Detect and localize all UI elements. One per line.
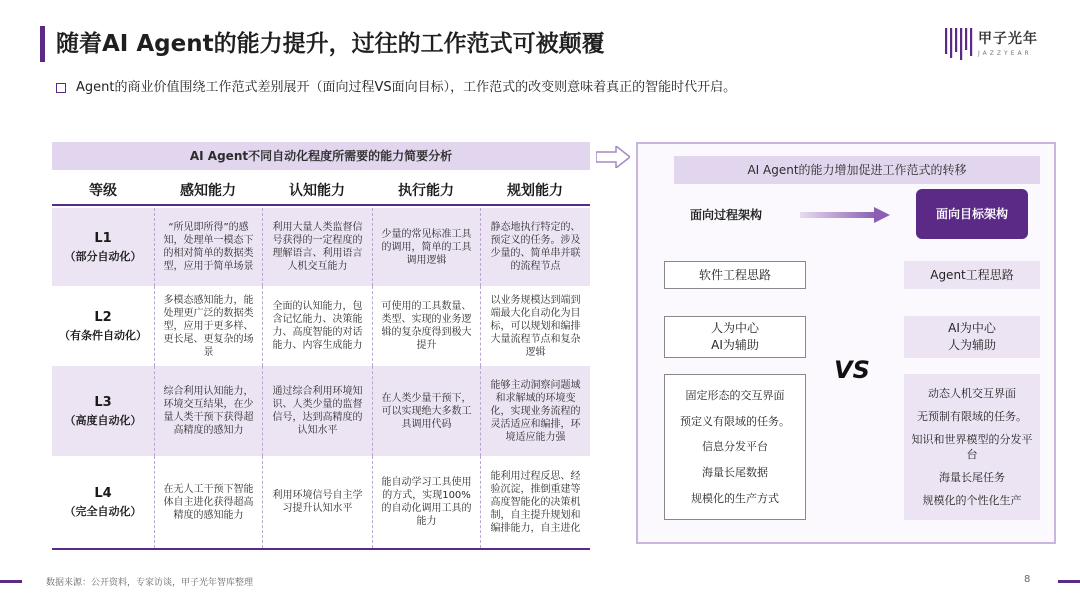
goal-features-box bbox=[904, 374, 1040, 520]
level-cell bbox=[52, 456, 154, 548]
cognition-cell: 利用环境信号自主学习提升认知水平 bbox=[262, 456, 372, 548]
footer-accent-left bbox=[0, 580, 22, 583]
human-centric-line-2: AI为辅助 bbox=[711, 338, 759, 352]
table-row-l3 bbox=[52, 366, 590, 456]
software-engineering-box bbox=[664, 261, 806, 289]
logo-subtext: JAZZYEAR bbox=[978, 50, 1032, 57]
goal-feature-item: 无预制有限域的任务。 bbox=[917, 410, 1027, 423]
level-cell bbox=[52, 208, 154, 286]
arrow-right-icon bbox=[596, 146, 630, 168]
level-name: （部分自动化） bbox=[64, 249, 142, 263]
table-title: AI Agent不同自动化程度所需要的能力简要分析 bbox=[52, 142, 590, 170]
planning-cell: 能利用过程反思、经验沉淀，推倒重建等高度智能化的决策机制，自主提升规划和编排能力，自主进化 bbox=[480, 456, 590, 548]
ai-centric-line-2: 人为辅助 bbox=[947, 338, 996, 352]
level-code: L4 bbox=[94, 485, 112, 501]
bullet-square-icon bbox=[56, 83, 66, 93]
column-header-perception: 感知能力 bbox=[180, 183, 236, 199]
execution-cell: 能自动学习工具使用的方式，实现100%的自动化调用工具的能力 bbox=[372, 456, 480, 548]
level-name: （完全自动化） bbox=[64, 504, 142, 518]
process-feature-item: 规模化的生产方式 bbox=[691, 491, 779, 505]
footer-accent-right bbox=[1058, 580, 1080, 583]
goal-feature-item: 知识和世界模型的分发平台 bbox=[911, 433, 1033, 461]
ai-centric-line-1: AI为中心 bbox=[948, 321, 996, 335]
level-name: （有条件自动化） bbox=[59, 328, 147, 342]
perception-cell: 综合利用认知能力，环境交互结果，在少量人类干预下获得超高精度的感知力 bbox=[154, 366, 262, 456]
level-code: L3 bbox=[94, 394, 112, 410]
cognition-cell: 全面的认知能力，包含记忆能力、决策能力、高度智能的对话能力、内容生成能力 bbox=[262, 286, 372, 366]
column-header-level: 等级 bbox=[89, 183, 117, 199]
planning-cell: 能够主动洞察问题域和求解域的环境变化，实现业务流程的灵活适应和编排，环境适应能力强 bbox=[480, 366, 590, 456]
page-title: 随着AI Agent的能力提升，过往的工作范式可被颠覆 bbox=[56, 31, 605, 57]
human-centric-line-1: 人为中心 bbox=[710, 321, 759, 335]
subtitle: Agent的商业价值围绕工作范式差别展开（面向过程VS面向目标），工作范式的改变则意味着真正的智能时代开启。 bbox=[76, 80, 737, 95]
level-code: L2 bbox=[94, 309, 112, 325]
logo-icon bbox=[944, 26, 974, 60]
process-architecture-label: 面向过程架构 bbox=[689, 208, 762, 222]
table-row-l2 bbox=[52, 286, 590, 366]
column-header-cognition: 认知能力 bbox=[289, 183, 345, 199]
execution-cell: 在人类少量干预下，可以实现绝大多数工具调用代码 bbox=[372, 366, 480, 456]
agent-engineering-label: Agent工程思路 bbox=[930, 267, 1014, 282]
page-number: 8 bbox=[1024, 574, 1031, 585]
perception-cell: 在无人工干预下智能体自主进化获得超高精度的感知能力 bbox=[154, 456, 262, 548]
software-engineering-label: 软件工程思路 bbox=[698, 267, 771, 282]
process-features-box bbox=[664, 374, 806, 520]
data-source-note: 数据来源：公开资料，专家访谈，甲子光年智库整理 bbox=[46, 578, 254, 588]
table-row-l4 bbox=[52, 456, 590, 548]
planning-cell: 静态地执行特定的、预定义的任务。涉及少量的、简单串并联的流程节点 bbox=[480, 208, 590, 286]
perception-cell: 多模态感知能力，能处理更广泛的数据类型，应用于更多样、更长尾、更复杂的场景 bbox=[154, 286, 262, 366]
logo bbox=[944, 24, 1054, 68]
panel-title: AI Agent的能力增加促进工作范式的转移 bbox=[674, 156, 1040, 184]
cognition-cell: 利用大量人类监督信号获得的一定程度的理解语言、利用语言人机交互能力 bbox=[262, 208, 372, 286]
level-code: L1 bbox=[94, 230, 112, 246]
column-header-execution: 执行能力 bbox=[398, 183, 454, 199]
execution-cell: 少量的常见标准工具的调用，简单的工具调用逻辑 bbox=[372, 208, 480, 286]
goal-feature-item: 动态人机交互界面 bbox=[928, 387, 1016, 400]
level-cell bbox=[52, 366, 154, 456]
gradient-arrow-icon bbox=[800, 205, 890, 225]
table-row-l1 bbox=[52, 208, 590, 286]
level-name: （高度自动化） bbox=[64, 413, 142, 427]
logo-text: 甲子光年 bbox=[978, 31, 1038, 47]
agent-engineering-box bbox=[904, 261, 1040, 289]
process-feature-item: 信息分发平台 bbox=[702, 440, 768, 454]
execution-cell: 可使用的工具数量、类型、实现的业务逻辑的复杂度得到极大提升 bbox=[372, 286, 480, 366]
human-centric-box bbox=[664, 316, 806, 358]
level-cell bbox=[52, 286, 154, 366]
column-header-planning: 规划能力 bbox=[507, 183, 563, 199]
perception-cell: “所见即所得”的感知，处理单一模态下的相对简单的数据类型，应用于简单场景 bbox=[154, 208, 262, 286]
vs-label: VS bbox=[834, 356, 870, 384]
table-bottom-rule bbox=[52, 548, 590, 550]
process-feature-item: 海量长尾数据 bbox=[702, 466, 768, 480]
ai-centric-box bbox=[904, 316, 1040, 358]
cognition-cell: 通过综合利用环境知识、人类少量的监督信号，达到高精度的认知水平 bbox=[262, 366, 372, 456]
planning-cell: 以业务规模达到端到端最大化自动化为目标，可以规划和编排大量流程节点和复杂逻辑 bbox=[480, 286, 590, 366]
title-accent-bar bbox=[40, 26, 45, 62]
goal-feature-item: 海量长尾任务 bbox=[939, 471, 1005, 484]
goal-feature-item: 规模化的个性化生产 bbox=[922, 494, 1022, 507]
goal-architecture-box: 面向目标架构 bbox=[916, 189, 1028, 239]
process-feature-item: 固定形态的交互界面 bbox=[685, 389, 785, 403]
process-feature-item: 预定义有限域的任务。 bbox=[680, 414, 790, 428]
table-header-row bbox=[52, 176, 590, 206]
